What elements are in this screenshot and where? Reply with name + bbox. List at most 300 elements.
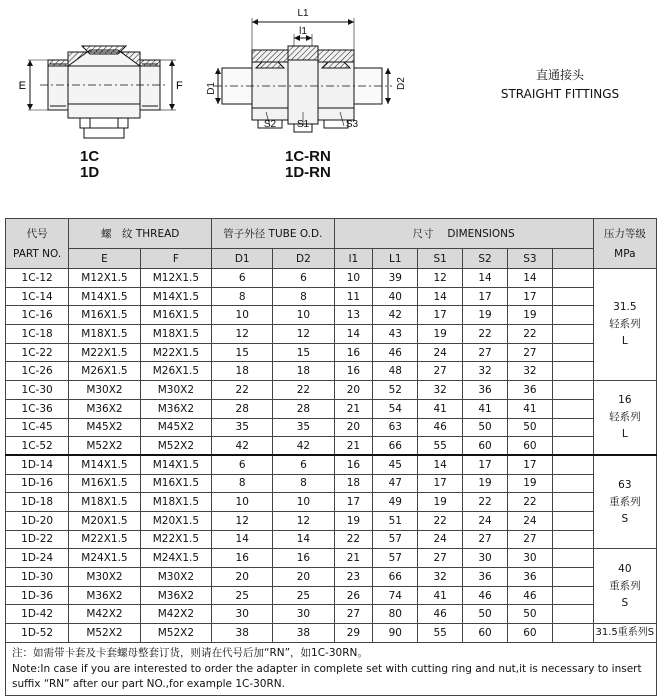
table-cell: 8 bbox=[273, 474, 334, 493]
table-row bbox=[6, 343, 657, 362]
table-cell: 8 bbox=[212, 287, 273, 306]
table-cell: M24X1.5 bbox=[140, 549, 211, 568]
dim-s1-label: S1 bbox=[296, 119, 310, 130]
blank-cell bbox=[552, 437, 593, 456]
pressure-line: S bbox=[621, 596, 629, 609]
part-no-cell: 1C-18 bbox=[6, 325, 69, 344]
blank-cell bbox=[552, 549, 593, 568]
table-cell: M22X1.5 bbox=[69, 343, 140, 362]
table-cell: 46 bbox=[373, 343, 418, 362]
table-row bbox=[6, 362, 657, 381]
blank-cell bbox=[552, 418, 593, 437]
table-cell: 19 bbox=[463, 306, 508, 325]
fitting-title bbox=[460, 66, 660, 104]
part-no-cell: 1C-12 bbox=[6, 269, 69, 288]
table-cell: 41 bbox=[418, 586, 463, 605]
table-cell: 36 bbox=[507, 568, 552, 587]
left-fitting-code-1: 1C bbox=[80, 148, 100, 165]
table-cell: 19 bbox=[418, 325, 463, 344]
table-cell: M14X1.5 bbox=[140, 287, 211, 306]
table-cell: 8 bbox=[273, 287, 334, 306]
table-cell: M52X2 bbox=[140, 437, 211, 456]
table-cell: M14X1.5 bbox=[69, 287, 140, 306]
table-cell: 26 bbox=[334, 586, 373, 605]
table-cell: 24 bbox=[418, 530, 463, 549]
table-cell: 16 bbox=[212, 549, 273, 568]
table-cell: 27 bbox=[418, 549, 463, 568]
table-row bbox=[6, 418, 657, 437]
header-tube: 管子外径 TUBE O.D. bbox=[212, 219, 334, 249]
subheader-s3: S3 bbox=[507, 249, 552, 269]
table-cell: 42 bbox=[212, 437, 273, 456]
blank-cell bbox=[552, 511, 593, 530]
table-cell: 74 bbox=[373, 586, 418, 605]
table-cell: 41 bbox=[418, 399, 463, 418]
table-cell: 60 bbox=[507, 437, 552, 456]
table-cell: 14 bbox=[418, 287, 463, 306]
table-cell: 10 bbox=[212, 493, 273, 512]
table-cell: 27 bbox=[463, 530, 508, 549]
pressure-line: 轻系列 bbox=[609, 411, 641, 424]
table-cell: 46 bbox=[507, 586, 552, 605]
table-cell: 27 bbox=[507, 343, 552, 362]
table-cell: 51 bbox=[373, 511, 418, 530]
table-cell: M18X1.5 bbox=[69, 325, 140, 344]
table-cell: 23 bbox=[334, 568, 373, 587]
table-cell: 36 bbox=[463, 568, 508, 587]
table-row bbox=[6, 605, 657, 624]
table-cell: 16 bbox=[334, 343, 373, 362]
table-cell: 19 bbox=[507, 474, 552, 493]
table-cell: 39 bbox=[373, 269, 418, 288]
table-cell: M30X2 bbox=[140, 381, 211, 400]
table-cell: 19 bbox=[507, 306, 552, 325]
dim-f-label: F bbox=[176, 80, 183, 92]
part-no-cell: 1D-22 bbox=[6, 530, 69, 549]
blank-cell bbox=[552, 624, 593, 643]
table-row bbox=[6, 586, 657, 605]
table-cell: 24 bbox=[463, 511, 508, 530]
part-no-cell: 1D-36 bbox=[6, 586, 69, 605]
header-dimensions: 尺寸 DIMENSIONS bbox=[334, 219, 593, 249]
blank-cell bbox=[552, 306, 593, 325]
dim-l1-cap-label: L1 bbox=[297, 8, 309, 19]
pressure-cell bbox=[593, 455, 656, 548]
table-cell: 12 bbox=[273, 511, 334, 530]
table-cell: 30 bbox=[507, 549, 552, 568]
part-no-cell: 1D-30 bbox=[6, 568, 69, 587]
part-no-cell: 1C-30 bbox=[6, 381, 69, 400]
table-cell: 60 bbox=[463, 624, 508, 643]
table-row bbox=[6, 455, 657, 474]
table-cell: 50 bbox=[463, 605, 508, 624]
table-cell: 12 bbox=[273, 325, 334, 344]
right-fitting-code-2: 1D-RN bbox=[285, 164, 331, 181]
table-cell: 15 bbox=[212, 343, 273, 362]
table-cell: 46 bbox=[418, 605, 463, 624]
table-row bbox=[6, 306, 657, 325]
table-cell: 57 bbox=[373, 530, 418, 549]
table-cell: 80 bbox=[373, 605, 418, 624]
table-cell: 42 bbox=[373, 306, 418, 325]
table-cell: 24 bbox=[418, 343, 463, 362]
subheader-blank bbox=[552, 249, 593, 269]
table-cell: 43 bbox=[373, 325, 418, 344]
table-cell: 46 bbox=[463, 586, 508, 605]
table-cell: M16X1.5 bbox=[140, 474, 211, 493]
table-cell: 16 bbox=[334, 362, 373, 381]
table-cell: M26X1.5 bbox=[140, 362, 211, 381]
table-cell: M45X2 bbox=[69, 418, 140, 437]
table-cell: 6 bbox=[212, 269, 273, 288]
table-cell: M30X2 bbox=[140, 568, 211, 587]
pressure-cell bbox=[593, 381, 656, 456]
table-cell: M16X1.5 bbox=[69, 474, 140, 493]
table-cell: 21 bbox=[334, 399, 373, 418]
subheader-e: E bbox=[69, 249, 140, 269]
blank-cell bbox=[552, 325, 593, 344]
table-cell: 40 bbox=[373, 287, 418, 306]
table-cell: 50 bbox=[463, 418, 508, 437]
pressure-cell bbox=[593, 269, 656, 381]
table-cell: 27 bbox=[507, 530, 552, 549]
table-row bbox=[6, 568, 657, 587]
table-cell: 21 bbox=[334, 437, 373, 456]
pressure-line: L bbox=[621, 335, 628, 348]
table-cell: 14 bbox=[463, 269, 508, 288]
blank-cell bbox=[552, 455, 593, 474]
table-cell: 10 bbox=[273, 306, 334, 325]
left-fitting-code-2: 1D bbox=[80, 164, 100, 181]
table-cell: 8 bbox=[212, 474, 273, 493]
table-cell: 24 bbox=[507, 511, 552, 530]
table-cell: 18 bbox=[273, 362, 334, 381]
header-part-cn: 代号 bbox=[26, 227, 48, 240]
table-cell: 36 bbox=[463, 381, 508, 400]
table-cell: 18 bbox=[212, 362, 273, 381]
subheader-l1-small: l1 bbox=[334, 249, 373, 269]
table-cell: 16 bbox=[334, 455, 373, 474]
table-cell: 32 bbox=[507, 362, 552, 381]
table-cell: M20X1.5 bbox=[140, 511, 211, 530]
table-cell: 25 bbox=[212, 586, 273, 605]
note-cn: 注：如需带卡套及卡套螺母整套订货，则请在代号后加“RN”，如1C-30RN。 bbox=[12, 647, 368, 659]
table-cell: 50 bbox=[507, 605, 552, 624]
table-cell: 22 bbox=[418, 511, 463, 530]
table-row bbox=[6, 511, 657, 530]
table-row bbox=[6, 287, 657, 306]
subheader-s1: S1 bbox=[418, 249, 463, 269]
table-cell: 12 bbox=[418, 269, 463, 288]
table-cell: M24X1.5 bbox=[69, 549, 140, 568]
part-no-cell: 1C-16 bbox=[6, 306, 69, 325]
table-cell: 22 bbox=[334, 530, 373, 549]
table-cell: 27 bbox=[463, 343, 508, 362]
table-cell: 35 bbox=[273, 418, 334, 437]
table-cell: 66 bbox=[373, 437, 418, 456]
table-cell: 48 bbox=[373, 362, 418, 381]
blank-cell bbox=[552, 605, 593, 624]
header-pressure-unit: MPa bbox=[614, 247, 636, 260]
blank-cell bbox=[552, 568, 593, 587]
table-cell: M36X2 bbox=[69, 399, 140, 418]
table-cell: 6 bbox=[212, 455, 273, 474]
blank-cell bbox=[552, 399, 593, 418]
table-cell: 22 bbox=[507, 325, 552, 344]
table-cell: 17 bbox=[418, 474, 463, 493]
table-cell: 30 bbox=[212, 605, 273, 624]
table-cell: 47 bbox=[373, 474, 418, 493]
table-cell: M16X1.5 bbox=[140, 306, 211, 325]
table-cell: M22X1.5 bbox=[69, 530, 140, 549]
blank-cell bbox=[552, 381, 593, 400]
table-cell: 18 bbox=[334, 474, 373, 493]
table-cell: 52 bbox=[373, 381, 418, 400]
table-cell: M52X2 bbox=[69, 624, 140, 643]
table-cell: 42 bbox=[273, 437, 334, 456]
table-cell: 22 bbox=[507, 493, 552, 512]
part-no-cell: 1D-42 bbox=[6, 605, 69, 624]
dim-s2-label: S2 bbox=[263, 119, 277, 130]
note-en-line-1: Note:In case if you are interested to order the adapter in complete set with cutting ring and nut,it is necessary to insert bbox=[12, 662, 642, 675]
table-cell: M42X2 bbox=[69, 605, 140, 624]
table-cell: 55 bbox=[418, 624, 463, 643]
table-cell: 45 bbox=[373, 455, 418, 474]
subheader-d2: D2 bbox=[273, 249, 334, 269]
table-cell: 17 bbox=[507, 455, 552, 474]
table-cell: 54 bbox=[373, 399, 418, 418]
table-cell: 14 bbox=[507, 269, 552, 288]
table-row bbox=[6, 493, 657, 512]
table-cell: M22X1.5 bbox=[140, 343, 211, 362]
table-cell: 14 bbox=[212, 530, 273, 549]
table-cell: 55 bbox=[418, 437, 463, 456]
table-cell: 17 bbox=[463, 455, 508, 474]
table-cell: 21 bbox=[334, 549, 373, 568]
blank-cell bbox=[552, 474, 593, 493]
table-cell: 25 bbox=[273, 586, 334, 605]
spec-table-body bbox=[6, 269, 657, 643]
table-cell: M14X1.5 bbox=[69, 455, 140, 474]
table-cell: 57 bbox=[373, 549, 418, 568]
pressure-line: 63 bbox=[618, 478, 632, 491]
table-cell: 38 bbox=[273, 624, 334, 643]
part-no-cell: 1C-14 bbox=[6, 287, 69, 306]
table-cell: 30 bbox=[273, 605, 334, 624]
part-no-cell: 1C-22 bbox=[6, 343, 69, 362]
table-cell: 20 bbox=[212, 568, 273, 587]
table-cell: M36X2 bbox=[140, 586, 211, 605]
table-row bbox=[6, 399, 657, 418]
table-cell: 46 bbox=[418, 418, 463, 437]
right-fitting-code-1: 1C-RN bbox=[285, 148, 331, 165]
table-cell: 30 bbox=[463, 549, 508, 568]
part-no-cell: 1D-24 bbox=[6, 549, 69, 568]
table-cell: 35 bbox=[212, 418, 273, 437]
table-cell: 17 bbox=[334, 493, 373, 512]
pressure-cell bbox=[593, 624, 656, 643]
table-cell: 32 bbox=[418, 381, 463, 400]
table-cell: 22 bbox=[212, 381, 273, 400]
table-cell: M18X1.5 bbox=[69, 493, 140, 512]
table-cell: M12X1.5 bbox=[140, 269, 211, 288]
header-pressure-cn: 压力等级 bbox=[603, 227, 646, 240]
table-cell: 10 bbox=[273, 493, 334, 512]
table-cell: 27 bbox=[334, 605, 373, 624]
pressure-line: 31.5重系列S bbox=[595, 627, 655, 639]
table-cell: M42X2 bbox=[140, 605, 211, 624]
fitting-title-cn: 直通接头 bbox=[535, 68, 584, 82]
table-cell: 6 bbox=[273, 455, 334, 474]
table-cell: M36X2 bbox=[69, 586, 140, 605]
table-cell: 36 bbox=[507, 381, 552, 400]
table-cell: 12 bbox=[212, 325, 273, 344]
table-cell: M36X2 bbox=[140, 399, 211, 418]
table-cell: 19 bbox=[418, 493, 463, 512]
blank-cell bbox=[552, 493, 593, 512]
table-cell: 41 bbox=[463, 399, 508, 418]
table-cell: 28 bbox=[212, 399, 273, 418]
table-row bbox=[6, 530, 657, 549]
table-cell: M45X2 bbox=[140, 418, 211, 437]
table-cell: 32 bbox=[463, 362, 508, 381]
part-no-cell: 1C-45 bbox=[6, 418, 69, 437]
table-cell: M18X1.5 bbox=[140, 493, 211, 512]
part-no-cell: 1C-36 bbox=[6, 399, 69, 418]
table-cell: M18X1.5 bbox=[140, 325, 211, 344]
subheader-f: F bbox=[140, 249, 211, 269]
table-cell: 17 bbox=[463, 287, 508, 306]
part-no-cell: 1D-52 bbox=[6, 624, 69, 643]
table-cell: 50 bbox=[507, 418, 552, 437]
header-part-en: PART NO. bbox=[13, 247, 62, 260]
table-cell: 38 bbox=[212, 624, 273, 643]
table-cell: 32 bbox=[418, 568, 463, 587]
blank-cell bbox=[552, 362, 593, 381]
table-cell: 20 bbox=[334, 381, 373, 400]
pressure-line: 重系列 bbox=[609, 495, 641, 508]
table-row bbox=[6, 325, 657, 344]
blank-cell bbox=[552, 586, 593, 605]
dim-d1-label: D1 bbox=[206, 82, 217, 95]
table-cell: 63 bbox=[373, 418, 418, 437]
table-cell: 41 bbox=[507, 399, 552, 418]
table-cell: 22 bbox=[463, 325, 508, 344]
blank-cell bbox=[552, 287, 593, 306]
blank-cell bbox=[552, 343, 593, 362]
table-row bbox=[6, 549, 657, 568]
part-no-cell: 1C-26 bbox=[6, 362, 69, 381]
blank-cell bbox=[552, 530, 593, 549]
table-cell: 6 bbox=[273, 269, 334, 288]
table-cell: M30X2 bbox=[69, 381, 140, 400]
subheader-s2: S2 bbox=[463, 249, 508, 269]
dim-l1-small-label: l1 bbox=[299, 26, 307, 37]
table-cell: 28 bbox=[273, 399, 334, 418]
table-cell: 12 bbox=[212, 511, 273, 530]
fitting-title-en: STRAIGHT FITTINGS bbox=[500, 87, 620, 101]
table-cell: M20X1.5 bbox=[69, 511, 140, 530]
spec-table bbox=[5, 218, 657, 643]
part-no-cell: 1D-16 bbox=[6, 474, 69, 493]
table-cell: M52X2 bbox=[140, 624, 211, 643]
subheader-l1-cap: L1 bbox=[373, 249, 418, 269]
table-row bbox=[6, 474, 657, 493]
part-no-cell: 1D-14 bbox=[6, 455, 69, 474]
table-row bbox=[6, 381, 657, 400]
pressure-line: S bbox=[621, 512, 629, 525]
dim-e-label: E bbox=[18, 80, 26, 92]
subheader-d1: D1 bbox=[212, 249, 273, 269]
table-cell: 20 bbox=[334, 418, 373, 437]
header-part-no bbox=[6, 219, 69, 269]
table-cell: 10 bbox=[212, 306, 273, 325]
table-cell: M14X1.5 bbox=[140, 455, 211, 474]
table-cell: 29 bbox=[334, 624, 373, 643]
dim-d2-label: D2 bbox=[396, 77, 407, 90]
table-cell: 19 bbox=[334, 511, 373, 530]
table-cell: M26X1.5 bbox=[69, 362, 140, 381]
blank-cell bbox=[552, 269, 593, 288]
table-row bbox=[6, 624, 657, 643]
table-cell: 13 bbox=[334, 306, 373, 325]
table-cell: 90 bbox=[373, 624, 418, 643]
pressure-line: 31.5 bbox=[613, 301, 637, 314]
table-cell: M30X2 bbox=[69, 568, 140, 587]
pressure-line: 轻系列 bbox=[609, 318, 641, 331]
body-drawing bbox=[28, 46, 176, 138]
table-cell: 14 bbox=[418, 455, 463, 474]
part-no-cell: 1C-52 bbox=[6, 437, 69, 456]
table-cell: 14 bbox=[273, 530, 334, 549]
table-cell: M22X1.5 bbox=[140, 530, 211, 549]
table-row bbox=[6, 437, 657, 456]
table-cell: 11 bbox=[334, 287, 373, 306]
table-cell: M52X2 bbox=[69, 437, 140, 456]
dim-s3-label: S3 bbox=[345, 119, 359, 130]
table-cell: 22 bbox=[463, 493, 508, 512]
table-cell: M16X1.5 bbox=[69, 306, 140, 325]
table-cell: 19 bbox=[463, 474, 508, 493]
pressure-cell bbox=[593, 549, 656, 624]
table-cell: 16 bbox=[273, 549, 334, 568]
table-cell: 22 bbox=[273, 381, 334, 400]
header-pressure bbox=[593, 219, 656, 269]
table-cell: 15 bbox=[273, 343, 334, 362]
table-cell: M12X1.5 bbox=[69, 269, 140, 288]
table-cell: 20 bbox=[273, 568, 334, 587]
pressure-line: L bbox=[621, 428, 628, 441]
table-cell: 17 bbox=[507, 287, 552, 306]
pressure-line: 重系列 bbox=[609, 579, 641, 592]
table-cell: 27 bbox=[418, 362, 463, 381]
part-no-cell: 1D-20 bbox=[6, 511, 69, 530]
table-cell: 10 bbox=[334, 269, 373, 288]
table-cell: 14 bbox=[334, 325, 373, 344]
part-no-cell: 1D-18 bbox=[6, 493, 69, 512]
table-cell: 66 bbox=[373, 568, 418, 587]
table-cell: 60 bbox=[507, 624, 552, 643]
pressure-line: 40 bbox=[618, 562, 632, 575]
note-en-line-2: suffix “RN” after our part NO.,for example 1C-30RN. bbox=[12, 678, 285, 690]
table-cell: 49 bbox=[373, 493, 418, 512]
pressure-line: 16 bbox=[618, 394, 632, 407]
order-note bbox=[5, 643, 657, 696]
table-cell: 17 bbox=[418, 306, 463, 325]
table-row bbox=[6, 269, 657, 288]
header-thread: 螺 纹 THREAD bbox=[69, 219, 212, 249]
table-cell: 60 bbox=[463, 437, 508, 456]
